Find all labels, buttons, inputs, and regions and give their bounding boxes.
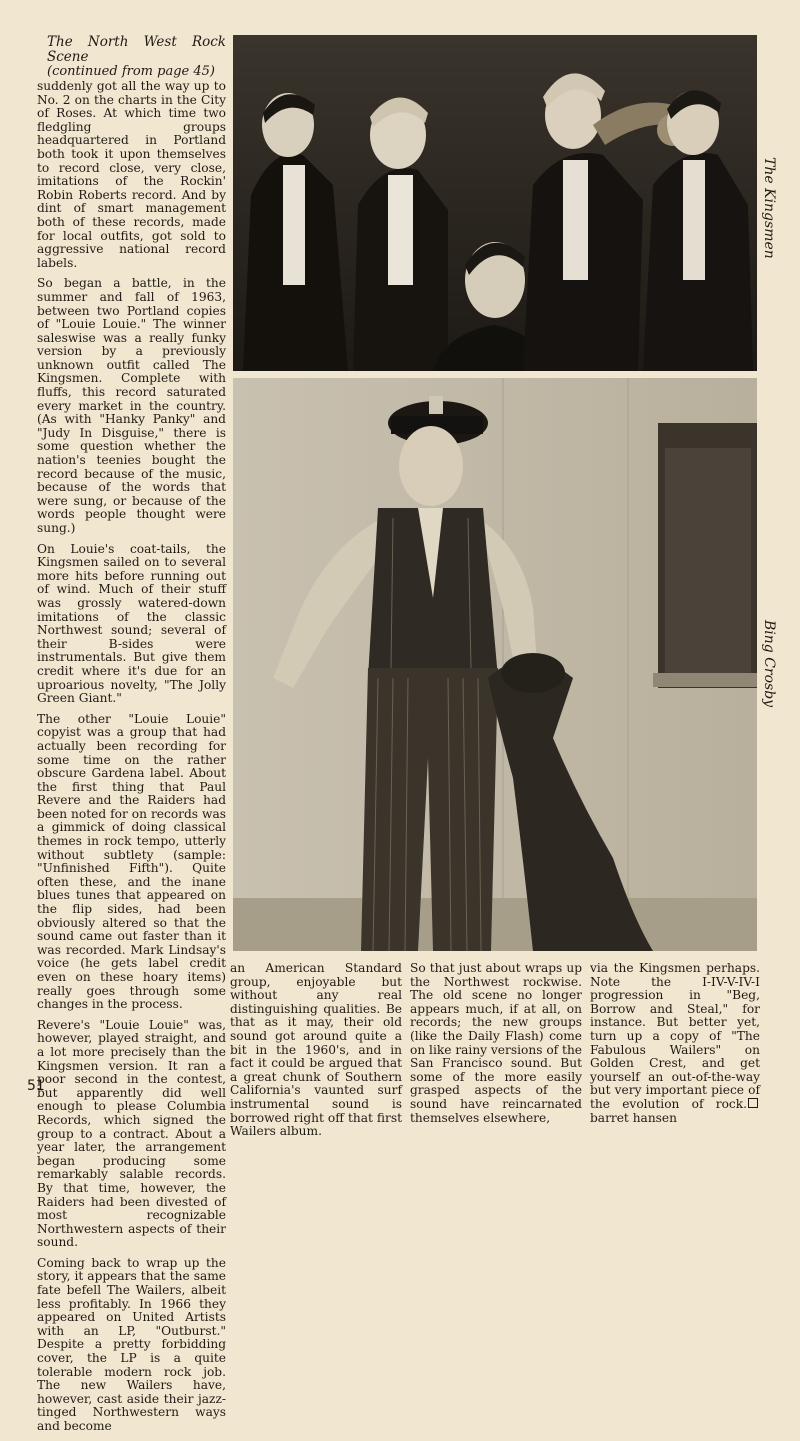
paragraph	[590, 962, 760, 1125]
paragraph: Revere's "Louie Louie" was, however, played straight, and a lot more precisely than the Kingsmen version. It ran a poor second in the contest, but apparently did well enough to please Columbia Records, which signed the group to a contract. About a year later, the arrangement began producing some remarkably salable records. By that time, however, the Raiders had been divested of most recognizable Northwestern aspects of their sound.	[37, 1017, 226, 1250]
paragraph: On Louie's coat-tails, the Kingsmen sailed on to several more hits before running out of wind. Much of their stuff was grossly watered-down imitations of the classic Northwest sound; several of their B-sides were instrumentals. But give them credit where it's due for an uproarious novelty, "The Jolly Green Giant."	[37, 541, 226, 706]
left-column	[37, 35, 226, 1441]
closing-text: via the Kingsmen perhaps. Note the I-IV-V-IV-I progression in "Beg, Borrow and Steal," for instance. But better yet, turn up a copy of "The Fabulous Wailers" on Golden Crest, and get yourself an out-of-the-way but very important piece of the evolution of rock.	[590, 961, 760, 1111]
kingsmen-photo	[233, 35, 757, 371]
kingsmen-caption: The Kingsmen	[761, 157, 777, 259]
page-number: 51	[27, 1078, 45, 1094]
bing-crosby-caption: Bing Crosby	[761, 620, 777, 708]
paragraph: suddenly got all the way up to No. 2 on the charts in the City of Roses. At which time two fledgling groups headquartered in Portland both took it upon themselves to record close, very close, imitations of the Rockin' Robin Roberts record. And by dint of smart management both of these records, made for local outfits, got sold to aggressive national record labels.	[37, 79, 226, 270]
paragraph: So began a battle, in the summer and fall of 1963, between two Portland copies of "Louie Louie." The winner saleswise was a really funky version by a previously unknown outfit called The Kingsmen. Complete with fluffs, this record saturated every market in the country. (As with "Hanky Panky" and "Judy In Disguise," there is some question whether the nation's teenies bought the record because of the music, because of the words that were sung, or because of the words people thought were sung.)	[37, 276, 226, 535]
article-continuation-note: (continued from page 45)	[47, 64, 215, 79]
bottom-column-2	[230, 962, 402, 1146]
bottom-column-3	[410, 962, 582, 1132]
paragraph: So that just about wraps up the Northwest rockwise. The old scene no longer appears much, if at all, on records; the new groups (like the Daily Flash) come on like rainy versions of the San Francisco sound. But some of the more easily grasped aspects of the sound have reincarnated themselves elsewhere,	[410, 961, 582, 1125]
paragraph: an American Standard group, enjoyable but without any real distinguishing qualities. Be that as it may, their old sound got around quite a bit in the 1960's, and in fact it could be argued that a great chunk of Southern California's vaunted surf instrumental sound is borrowed right off that first Wailers album.	[230, 961, 402, 1139]
paragraph: Coming back to wrap up the story, it appears that the same fate befell The Wailers, albeit less profitably. In 1966 they appeared on United Artists with an LP, "Outburst." Despite a pretty forbidding cover, the LP is a quite tolerable modern rock job. The new Wailers have, however, cast aside their jazz-tinged Northwestern ways and become	[37, 1255, 226, 1433]
author-signoff: barret hansen	[590, 1110, 677, 1125]
paragraph: The other "Louie Louie" copyist was a group that had actually been recording for some time on the rather obscure Gardena label. About the first thing that Paul Revere and the Raiders had been noted for on records was a gimmick of doing classical themes in rock tempo, utterly without subtlety (sample: "Unfinished Fifth"). Quite often these, and the inane blues tunes that appeared on the flip sides, had been obviously altered so that the sound came out faster than it was recorded. Mark Lindsay's voice (he gets label credit even on these hoary items) really goes through some changes in the process.	[37, 711, 226, 1012]
bing-crosby-photo	[233, 378, 757, 951]
article-continuation-title: The North West Rock Scene	[47, 34, 226, 65]
bottom-column-4	[590, 962, 760, 1125]
end-mark-icon	[748, 1098, 758, 1108]
